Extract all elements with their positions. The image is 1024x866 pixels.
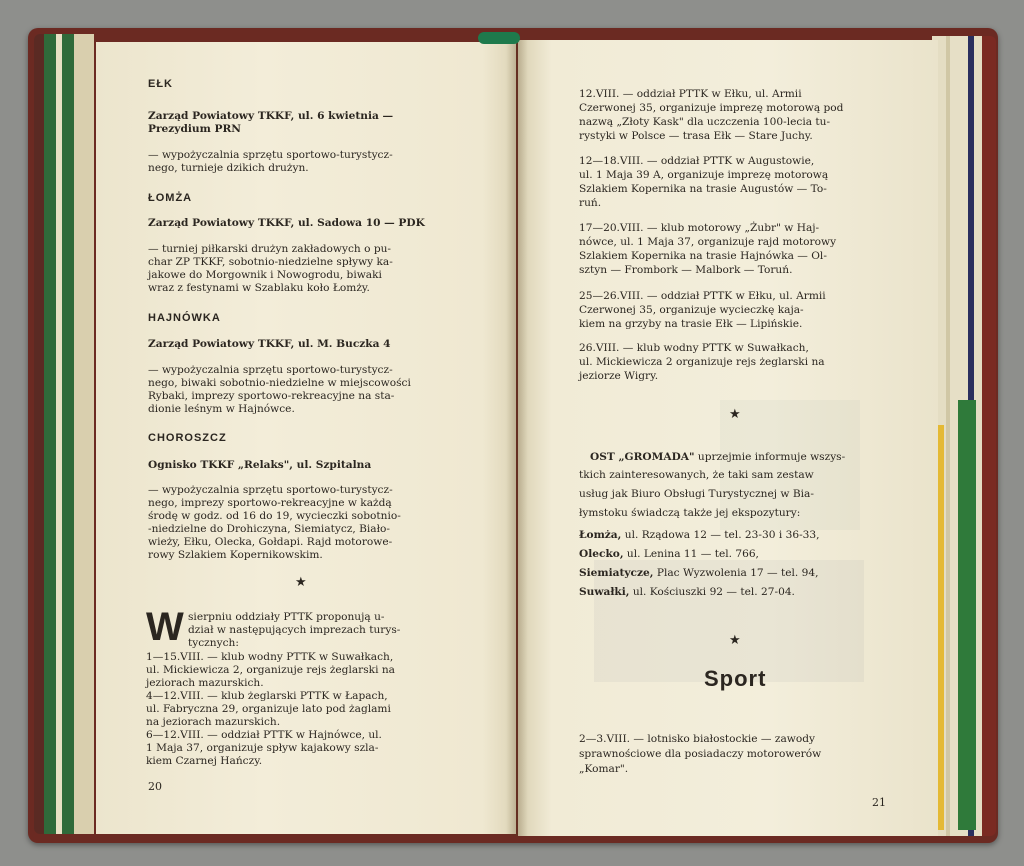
org-line: Zarząd Powiatowy TKKF, ul. 6 kwietnia —: [148, 110, 394, 122]
event-line: Szlakiem Kopernika na trasie Augustów — To-: [579, 183, 827, 195]
section-heading-choroszcz: CHOROSZCZ: [148, 432, 227, 444]
org-line: Zarząd Powiatowy TKKF, ul. M. Buczka 4: [148, 338, 391, 350]
office-details: ul. Kościuszki 92 — tel. 27-04.: [629, 586, 795, 598]
event-line: Szlakiem Kopernika na trasie Hajnówka — Ol-: [579, 250, 827, 262]
event-line: 1—15.VIII. — klub wodny PTTK w Suwałkach,: [146, 651, 394, 663]
body-line: rowy Szlakiem Kopernikowskim.: [148, 549, 323, 561]
body-line: — wypożyczalnia sprzętu sportowo-turystycz-: [148, 364, 393, 376]
ost-line: usług jak Biuro Obsługi Turystycznej w Bia-: [579, 488, 814, 500]
office-line: [579, 567, 819, 580]
event-line: 25—26.VIII. — oddział PTTK w Ełku, ul. Armii: [579, 290, 826, 302]
section-heading-hajnowka: HAJNÓWKA: [148, 312, 221, 324]
org-line: Ognisko TKKF „Relaks", ul. Szpitalna: [148, 459, 372, 471]
event-line: nazwą „Złoty Kask" dla uczczenia 100-lecia tu-: [579, 116, 831, 128]
ost-line: tkich zainteresowanych, że taki sam zestaw: [579, 469, 814, 481]
office-line: [579, 586, 795, 599]
office-details: ul. Rządowa 12 — tel. 23-30 i 36-33,: [621, 529, 820, 541]
event-line: ul. 1 Maja 39 A, organizuje imprezę motorową: [579, 169, 829, 181]
event-line: na jeziorach mazurskich.: [146, 716, 281, 728]
body-line: środę w godz. od 16 do 19, wycieczki sobotnio-: [148, 510, 401, 522]
body-line: char ZP TKKF, sobotnio-niedzielne spływy ka-: [148, 256, 393, 268]
sport-line: „Komar".: [579, 763, 629, 775]
sport-heading: Sport: [704, 666, 767, 691]
event-line: Czerwonej 35, organizuje wycieczkę kaja-: [579, 304, 804, 316]
event-line: 12—18.VIII. — oddział PTTK w Augustowie,: [579, 155, 815, 167]
ribbon-bookmark: [478, 32, 520, 44]
event-line: ul. Mickiewicza 2 organizuje rejs żeglarski na: [579, 356, 825, 368]
star-separator: ★: [295, 575, 307, 590]
ost-intro-line: [590, 451, 845, 464]
org-line: Prezydium PRN: [148, 123, 241, 135]
event-line: ul. Fabryczna 29, organizuje lato pod żaglami: [146, 703, 391, 715]
ost-name: OST „GROMADA": [590, 451, 695, 463]
event-line: kiem na grzyby na trasie Ełk — Lipińskie.: [579, 318, 803, 330]
office-city: Olecko,: [579, 548, 624, 560]
office-line: [579, 529, 820, 542]
body-line: — wypożyczalnia sprzętu sportowo-turystycz-: [148, 149, 393, 161]
event-line: kiem Czarnej Hańczy.: [146, 755, 263, 767]
event-line: sztyn — Frombork — Malbork — Toruń.: [579, 264, 793, 276]
page-number-left: 20: [148, 780, 162, 793]
body-line: — wypożyczalnia sprzętu sportowo-turystycz-: [148, 484, 393, 496]
body-line: nego, imprezy sportowo-rekreacyjne w każdą: [148, 497, 392, 509]
sport-line: sprawnościowe dla posiadaczy motorowerów: [579, 748, 822, 760]
event-line: Czerwonej 35, organizuje imprezę motorową pod: [579, 102, 844, 114]
office-city: Łomża,: [579, 529, 622, 541]
event-line: rystyki w Polsce — trasa Ełk — Stare Juchy.: [579, 130, 813, 142]
left-page-edges: [34, 34, 94, 834]
event-line: 12.VIII. — oddział PTTK w Ełku, ul. Armii: [579, 88, 802, 100]
intro-line: dział w następujących imprezach turys-: [188, 624, 401, 636]
org-line: Zarząd Powiatowy TKKF, ul. Sadowa 10 — PDK: [148, 217, 425, 229]
event-line: nówce, ul. 1 Maja 37, organizuje rajd motorowy: [579, 236, 837, 248]
event-line: jeziorze Wigry.: [579, 370, 659, 382]
body-line: wraz z festynami w Szablaku koło Łomży.: [148, 282, 370, 294]
office-details: Plac Wyzwolenia 17 — tel. 94,: [653, 567, 819, 579]
section-heading-elk: EŁK: [148, 78, 173, 90]
event-line: 4—12.VIII. — klub żeglarski PTTK w Łapach,: [146, 690, 388, 702]
body-line: jakowe do Morgownik i Nowogrodu, biwaki: [148, 269, 382, 281]
office-city: Suwałki,: [579, 586, 630, 598]
green-bookmark-edge: [958, 400, 976, 830]
intro-line: sierpniu oddziały PTTK proponują u-: [188, 611, 385, 623]
event-line: ul. Mickiewicza 2, organizuje rejs żeglarski na: [146, 664, 395, 676]
office-details: ul. Lenina 11 — tel. 766,: [623, 548, 759, 560]
body-line: -niedzielne do Drohiczyna, Siemiatycz, Biało-: [148, 523, 391, 535]
intro-line: tycznych:: [188, 637, 239, 649]
event-line: 26.VIII. — klub wodny PTTK w Suwałkach,: [579, 342, 809, 354]
event-line: 17—20.VIII. — klub motorowy „Żubr" w Haj-: [579, 222, 820, 234]
body-line: — turniej piłkarski drużyn zakładowych o pu-: [148, 243, 392, 255]
drop-cap: W: [146, 605, 184, 649]
spine-shadow: [506, 40, 528, 836]
body-line: dionie leśnym w Hajnówce.: [148, 403, 295, 415]
event-line: 6—12.VIII. — oddział PTTK w Hajnówce, ul.: [146, 729, 382, 741]
section-heading-lomza: ŁOMŻA: [148, 192, 193, 204]
body-line: wieży, Ełku, Olecka, Gołdapi. Rajd motorowe-: [148, 536, 393, 548]
event-line: ruń.: [579, 197, 602, 209]
page-number-right: 21: [872, 796, 886, 809]
ost-line: łymstoku świadczą także jej ekspozytury:: [579, 507, 801, 519]
ost-intro-rest: uprzejmie informuje wszys-: [694, 451, 846, 463]
body-line: Rybaki, imprezy sportowo-rekreacyjne na sta-: [148, 390, 395, 402]
event-line: jeziorach mazurskich.: [146, 677, 264, 689]
star-separator: ★: [729, 407, 741, 422]
office-line: [579, 548, 759, 561]
office-city: Siemiatycze,: [579, 567, 654, 579]
sport-line: 2—3.VIII. — lotnisko białostockie — zawody: [579, 733, 815, 745]
body-line: nego, biwaki sobotnio-niedzielne w miejscowości: [148, 377, 411, 389]
star-separator: ★: [729, 633, 741, 648]
body-line: nego, turnieje dzikich drużyn.: [148, 162, 309, 174]
event-line: 1 Maja 37, organizuje spływ kajakowy szla-: [146, 742, 379, 754]
